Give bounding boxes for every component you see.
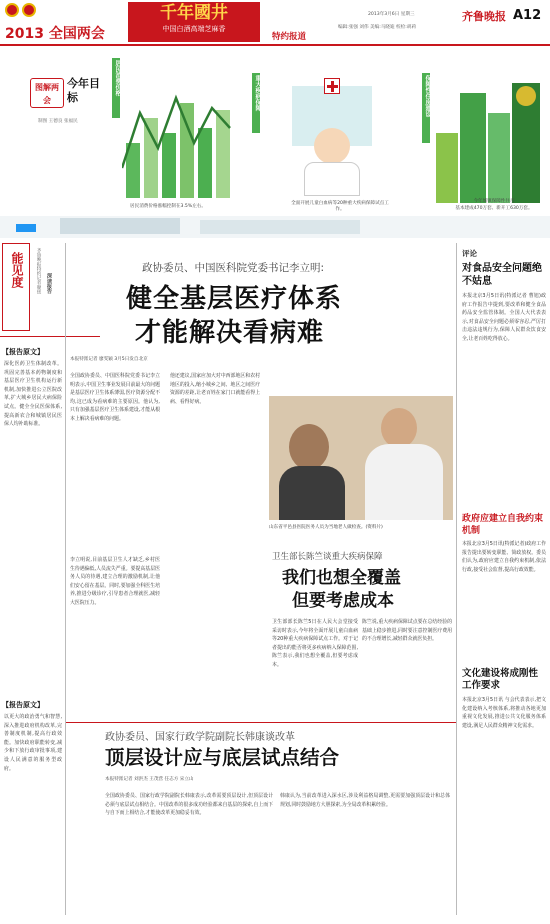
sidebar-item3-title: 文化建设将成刚性工作要求 [462,668,539,691]
col1-label: 居民消费价格 [114,60,121,96]
col1-caption: 居民消费价格涨幅控制在3.5%左右。 [130,204,206,209]
side-title-box [2,243,30,331]
col2-label: 重大疾病保障 [254,75,261,111]
sidebar-item2-text: 本报北京3月5日讯(特派记者)政府工作报告提出要转变职能、简政放权。委员们认为,政府应建立自我约束机制,依法行政,接受社会监督,提高行政效能。 [462,541,546,573]
infographic-section [0,48,550,238]
badge [30,78,64,108]
article3-kicker: 政协委员、国家行政学院副院长韩康谈改革 [105,732,295,743]
truck-icon [16,224,36,232]
article3-headline: 顶层设计应与底层试点结合 [105,746,340,769]
article-divider [66,722,456,723]
report-1-heading: 【报告原文】 [2,348,44,356]
date-line: 2013年3月6日 星期三 [368,12,415,17]
paper-name: 齐鲁晚报 [462,10,506,23]
sun-icon [516,86,536,106]
col3-label: 保障性住房建设 [424,75,431,117]
col2-caption: 全面开展儿童白血病等20种重大疾病保障试点工作。 [291,201,389,212]
hospital-illustration [282,78,382,198]
article1-p2: 李立明说,目前基层卫生人才缺乏,乡村医生待遇偏低,人员流失严重。要提高基层医务人员的待遇,建立合理的激励机制,让他们安心留在基层。同时,要加强全科医生培养,推进分级诊疗,引导患者合理就医,减轻大医院压力。 [70,557,160,606]
article2-headline-2: 但要考虑成本 [292,591,394,611]
column-label: 特约报道 [272,32,307,42]
side-subtitle: 齐鲁晚报特约记者聚焦 [36,248,41,294]
side-tag: 深读报告 [46,273,52,294]
editors-line: 编辑:张强 刘伟 美编:马晓迪 校检:胡莉 [338,25,416,30]
report-2-heading: 【报告原文】 [2,701,44,709]
article2-kicker: 卫生部长陈竺谈重大疾病保障 [272,552,383,562]
edition-title: 2013 全国两会 [5,26,105,42]
elderly-man-figure [289,424,329,470]
sidebar-header: 评论 [462,249,477,258]
sidebar-item3-text: 本报北京3月5日讯 与会代表表示,把文化建设纳入考核体系,将推动各地更加重视文化发展,推进公共文化服务体系建设,满足人民群众精神文化需求。 [462,697,546,729]
article1-headline-1: 健全基层医疗体系 [126,284,343,314]
hospital-cross-icon [324,78,340,94]
article1-byline: 本报特派记者 廖雯颖 3月5日发自北京 [70,357,148,362]
col3-caption-title: 今年城镇保障性住房 [473,199,515,204]
report-1-text: 深化医药卫生体制改革。巩固完善基本药物制度和基层医疗卫生机构运行新机制,加快推进公立医院改革,扩大城乡居民大病保险试点。健全全民医保体系,提高新农合和城镇居民医保人均补助标准。 [4,361,62,428]
article3-byline: 本报特派记者 刘洪杰 王茂营 任志方 宋立山 [105,777,194,782]
article1-photo [269,396,453,520]
article1-p3: 他还建议,国家应加大对中西部地区和农村地区的投入,缩小城乡之间、地区之间医疗资源的差距,让老百姓在家门口就能看得上病、看得好病。 [170,373,260,405]
party-emblems [5,3,36,17]
article2-p2: 陈竺说,重大疾病保障试点要在总结经验的基础上稳步推进,同时要注意控制医疗费用的不合理增长,减轻群众就医负担。 [362,619,452,643]
page-number: A12 [513,8,542,23]
price-bar-chart [122,88,240,198]
article3-p2: 韩康认为,当前改革进入深水区,涉及利益格局调整,更需要加强顶层设计和总体规划,同时鼓励地方大胆探索,为全局改革积累经验。 [280,793,450,808]
banner-subtitle: 中国白酒高端芝麻香 [162,25,226,33]
col3-caption: 基本建成470万套、新开工630万套。 [455,206,533,211]
targets-byline: 制图 王德良 张福民 [38,119,78,124]
sidebar-item1-text: 本报北京3月5日讯(特派记者 曹旭)政府工作报告中提到,要改革和健全食品药品安全监管体制。全国人大代表表示,对食品安全问题必须零容忍,严厉打击违法违规行为,保障人民群众饮食安全,让老百姓吃得放心。 [462,293,546,342]
page-header [0,0,550,46]
party-emblem-icon [22,3,36,17]
doctor-head [314,128,350,164]
side-title: 能见度 [10,252,24,288]
targets-title: 今年目标 [67,77,100,104]
city-strip [0,216,550,238]
advert-banner [128,2,260,42]
article2-p1: 卫生部部长陈竺5日在人民大会堂接受采访时表示,今年将全面开展儿童白血病等20种重大疾病保障试点工作。对于记者提出的能否将更多疾病纳入保障范围,陈竺表示,我们也想全覆盖,但要考虑成本。 [272,619,358,668]
side-divider [0,336,100,337]
badge-text: 图解两会 [35,83,59,105]
article1-headline-2: 才能解决看病难 [135,318,325,348]
banner-title: 千年國井 [160,3,228,23]
article1-p1: 全国政协委员、中国医科院党委书记李立明表示,中国卫生事业发展目前最大的问题是基层医疗卫生体系薄弱,医疗资源分配不均,这已成为看病难的主要原因。他认为,只有加强基层医疗卫生体系建设,才能从根本上解决看病难的问题。 [70,373,160,422]
doctor-coat [304,162,360,196]
separator-right [456,243,457,915]
price-trend-line [122,88,240,198]
photo-caption: 山东省平邑县医院医务人员为当地老人做检查。(资料片) [269,525,383,530]
national-emblem-icon [5,3,19,17]
housing-illustration [436,78,542,203]
article1-kicker: 政协委员、中国医科院党委书记李立明: [142,262,325,274]
sidebar-item2-title: 政府应建立自我约束机制 [462,514,544,536]
report-2-text: 以更大的政治勇气和智慧,深入推进政府机构改革,完善制度机制,提高行政效能。加快政府职能转变,减少和下放行政审批事项,建设人民满意的服务型政府。 [4,714,62,772]
article2-headline-1: 我们也想全覆盖 [282,568,401,588]
side-column-head [2,243,60,333]
separator-left [65,243,66,915]
doctor-figure [381,408,417,448]
sidebar-item1-title: 对食品安全问题绝不姑息 [462,263,542,287]
article3-p1: 全国政协委员、国家行政学院副院长韩康表示,改革需要顶层设计,但顶层设计必须与底层试点相结合。中国改革的很多成功经验都来自基层的探索,自上而下与自下而上相结合,才能使改革更加稳妥有效。 [105,793,273,817]
